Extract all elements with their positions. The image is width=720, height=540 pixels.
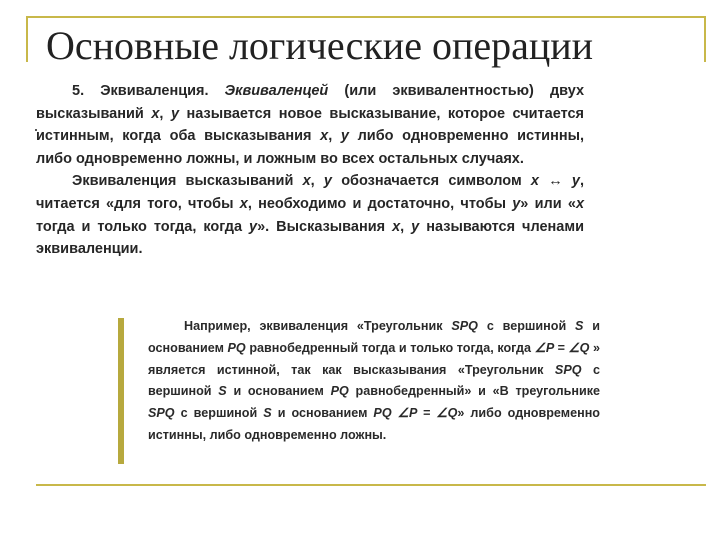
var-x: x	[151, 105, 160, 122]
definition-paragraph	[36, 80, 584, 170]
comma: ,	[310, 173, 315, 190]
definition-text-2: называется новое высказывание, которое считается истинным, когда оба высказывания	[36, 105, 585, 145]
var-y: y	[249, 218, 258, 235]
example-text-4: равнобедренный тогда и только тогда, когда	[249, 340, 531, 355]
top-border-line	[26, 16, 706, 18]
comma: ,	[159, 105, 164, 122]
var-x: x	[302, 173, 311, 190]
vertex-s: S	[218, 384, 227, 399]
example-text-7: и основанием	[233, 384, 324, 399]
example-text-9: с вершиной	[180, 406, 258, 421]
var-x: x	[575, 195, 585, 212]
var-x: x	[320, 128, 329, 145]
example-text-5: » является истинной, так как высказывания «Треугольник	[148, 340, 601, 377]
triangle-spq: SPQ	[148, 406, 175, 421]
definition-text-3: либо одновременно истинны, либо одновременно ложны, и ложным во всех остальных случаях.	[36, 128, 585, 167]
notation-text-2: обозначается символом	[341, 173, 522, 190]
var-y: y	[512, 195, 521, 212]
definition-text-1: (или эквивалентностью) двух высказываний	[36, 83, 585, 122]
var-x: x	[239, 195, 248, 212]
notation-paragraph	[36, 170, 584, 260]
left-border-line	[26, 16, 28, 62]
bottom-border-line	[36, 484, 706, 486]
notation-text-8: называются членами эквиваленции.	[36, 218, 585, 258]
example-text-10: и основанием	[277, 406, 368, 421]
vertex-s: S	[263, 406, 272, 421]
definition-heading: Эквиваленция.	[100, 83, 209, 99]
var-x: x	[392, 218, 401, 235]
base-pq: PQ	[373, 406, 392, 421]
example-text-2: с вершиной	[486, 319, 567, 333]
var-y: y	[340, 128, 349, 145]
textbook-excerpt	[36, 80, 584, 261]
slide-title: Основные логические операции	[46, 23, 594, 68]
right-border-line	[704, 16, 706, 62]
vertex-s: S	[575, 319, 584, 333]
comma: ,	[328, 128, 333, 145]
example-text-8: равнобедренный» и «В треугольнике	[355, 384, 601, 399]
example-paragraph	[148, 316, 600, 447]
triangle-spq: SPQ	[554, 362, 582, 377]
definition-term: Эквиваленцей	[224, 83, 329, 99]
notation-text-5: » или «	[520, 195, 576, 212]
triangle-spq: SPQ	[451, 319, 478, 333]
example-text-6: с вершиной	[148, 362, 600, 399]
angle-equality: ∠P = ∠Q	[534, 340, 590, 355]
base-pq: PQ	[227, 340, 246, 355]
notation-text-7: ». Высказывания	[257, 218, 386, 235]
example-side-bar	[118, 318, 124, 464]
example-text-3: и основанием	[148, 319, 601, 355]
var-y: y	[323, 173, 332, 190]
notation-text-6: тогда и только тогда, когда	[36, 218, 243, 235]
notation-text-3: , читается «для того, чтобы	[36, 173, 585, 212]
angle-equality: ∠P = ∠Q	[397, 406, 458, 421]
notation-text-4: , необходимо и достаточно, чтобы	[247, 195, 506, 212]
var-y: y	[170, 105, 180, 122]
var-y: y	[411, 218, 420, 235]
item-number: 5.	[72, 83, 85, 99]
notation-text-1: Эквиваленция высказываний	[72, 173, 294, 190]
equivalence-symbol: x ↔ y	[530, 173, 580, 190]
example-text-1: Например, эквиваленция «Треугольник	[184, 319, 443, 333]
base-pq: PQ	[330, 384, 349, 399]
comma: ,	[400, 218, 405, 235]
example-block	[148, 316, 600, 447]
example-text-11: » либо одновременно истинны, либо одновременно ложны.	[148, 406, 600, 442]
